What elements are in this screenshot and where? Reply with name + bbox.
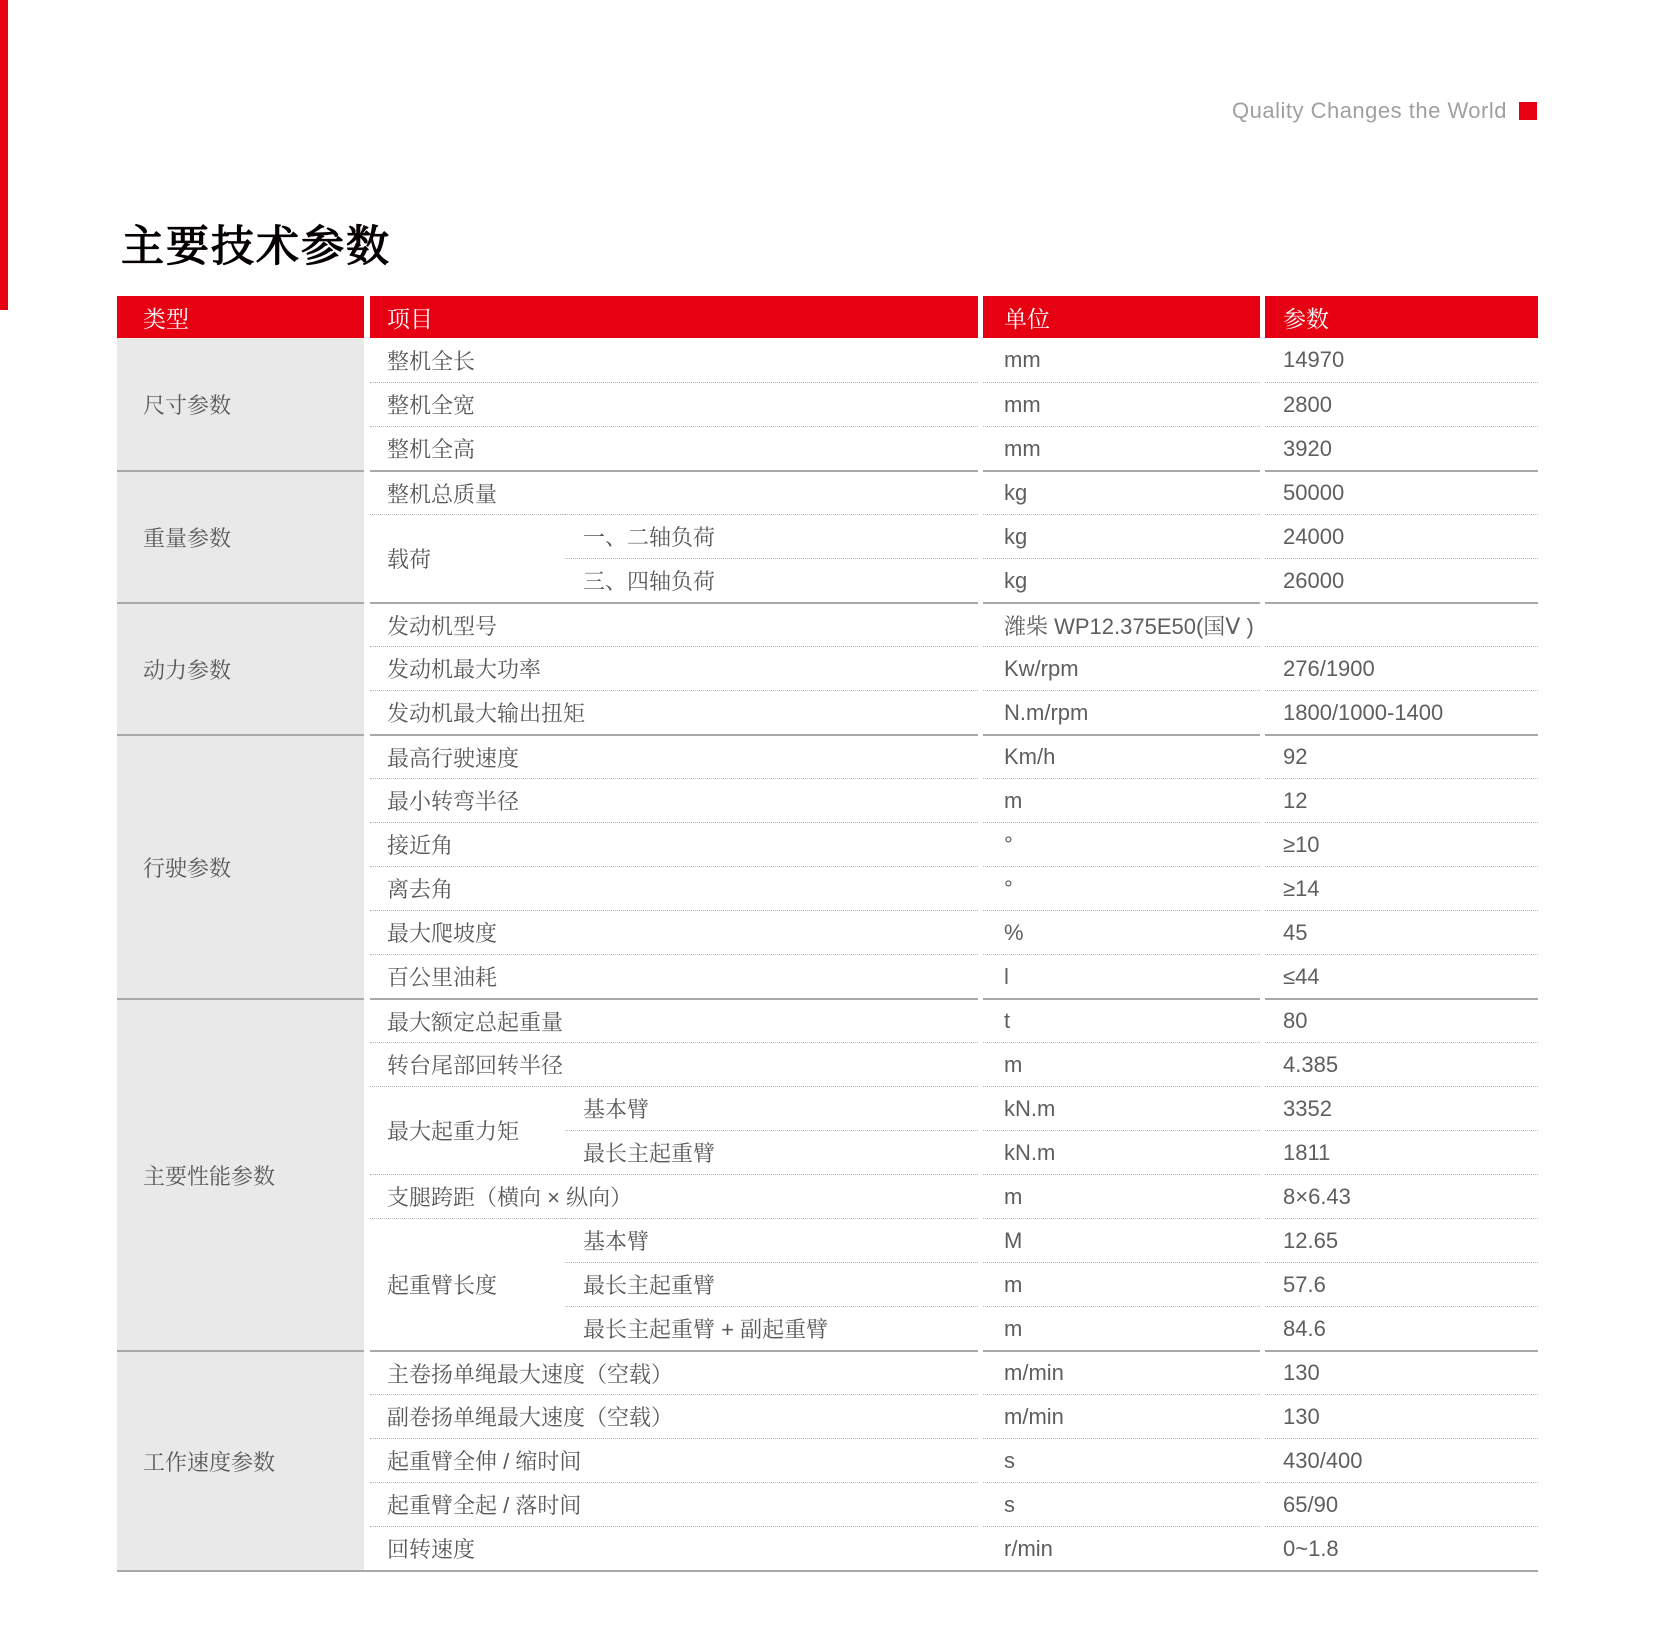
table-row bbox=[370, 1526, 1538, 1570]
value-cell: 24000 bbox=[1265, 514, 1538, 558]
table-row bbox=[565, 514, 1538, 558]
group-label-cell: 主要性能参数 bbox=[117, 998, 364, 1350]
sub-item-cell: 基本臂 bbox=[565, 1086, 978, 1130]
item-cell: 离去角 bbox=[370, 866, 978, 910]
table-row bbox=[370, 910, 1538, 954]
item-cell: 起重臂全伸 / 缩时间 bbox=[370, 1438, 978, 1482]
group-rows bbox=[370, 470, 1538, 602]
unit-cell: m bbox=[983, 778, 1260, 822]
table-row bbox=[370, 998, 1538, 1042]
value-cell: 57.6 bbox=[1265, 1262, 1538, 1306]
value-cell: 84.6 bbox=[1265, 1306, 1538, 1350]
table-row bbox=[370, 1438, 1538, 1482]
unit-cell: kg bbox=[983, 514, 1260, 558]
value-cell: ≥10 bbox=[1265, 822, 1538, 866]
unit-cell: l bbox=[983, 954, 1260, 998]
item-cell: 发动机最大输出扭矩 bbox=[370, 690, 978, 734]
value-cell: 92 bbox=[1265, 734, 1538, 778]
value-cell: 430/400 bbox=[1265, 1438, 1538, 1482]
table-group bbox=[117, 998, 1538, 1350]
value-cell: 12 bbox=[1265, 778, 1538, 822]
table-row bbox=[565, 1262, 1538, 1306]
unit-cell: t bbox=[983, 998, 1260, 1042]
item-cell: 回转速度 bbox=[370, 1526, 978, 1570]
value-cell: 1811 bbox=[1265, 1130, 1538, 1174]
table-row bbox=[565, 1130, 1538, 1174]
unit-cell: m/min bbox=[983, 1394, 1260, 1438]
table-group bbox=[117, 338, 1538, 470]
group-label-cell: 动力参数 bbox=[117, 602, 364, 734]
value-cell: 3920 bbox=[1265, 426, 1538, 470]
table-body bbox=[117, 338, 1538, 1570]
table-row bbox=[370, 822, 1538, 866]
value-cell: 12.65 bbox=[1265, 1218, 1538, 1262]
table-row bbox=[370, 426, 1538, 470]
nested-row-block bbox=[370, 514, 1538, 602]
unit-cell: kg bbox=[983, 470, 1260, 514]
table-row bbox=[370, 470, 1538, 514]
value-cell bbox=[1265, 602, 1538, 646]
item-cell: 支腿跨距（横向 × 纵向） bbox=[370, 1174, 978, 1218]
unit-cell: Km/h bbox=[983, 734, 1260, 778]
unit-cell: r/min bbox=[983, 1526, 1260, 1570]
table-row bbox=[370, 1042, 1538, 1086]
left-accent-bar bbox=[0, 0, 8, 310]
unit-cell: mm bbox=[983, 382, 1260, 426]
table-row bbox=[565, 1306, 1538, 1350]
sub-rows bbox=[565, 1218, 1538, 1350]
table-row bbox=[370, 1350, 1538, 1394]
item-cell: 整机全高 bbox=[370, 426, 978, 470]
unit-cell: Kw/rpm bbox=[983, 646, 1260, 690]
table-row bbox=[370, 866, 1538, 910]
table-row bbox=[370, 1394, 1538, 1438]
value-cell: 45 bbox=[1265, 910, 1538, 954]
item-cell: 最高行驶速度 bbox=[370, 734, 978, 778]
item-cell: 整机全长 bbox=[387, 348, 476, 374]
table-row bbox=[370, 338, 1538, 382]
brand-slogan bbox=[1232, 98, 1537, 124]
unit-cell: mm bbox=[1004, 347, 1041, 372]
unit-cell: s bbox=[983, 1482, 1260, 1526]
item-cell: 副卷扬单绳最大速度（空载） bbox=[370, 1394, 978, 1438]
sub-item-cell: 最长主起重臂 + 副起重臂 bbox=[565, 1306, 978, 1350]
table-group bbox=[117, 602, 1538, 734]
unit-cell: m bbox=[983, 1042, 1260, 1086]
unit-cell: ° bbox=[983, 866, 1260, 910]
sub-item-cell: 最长主起重臂 bbox=[565, 1130, 978, 1174]
unit-cell: m/min bbox=[983, 1350, 1260, 1394]
group-rows bbox=[370, 1350, 1538, 1570]
item-cell: 接近角 bbox=[370, 822, 978, 866]
table-row bbox=[370, 1174, 1538, 1218]
table-row bbox=[565, 1086, 1538, 1130]
table-row bbox=[370, 954, 1538, 998]
unit-cell: m bbox=[983, 1262, 1260, 1306]
unit-cell: m bbox=[983, 1174, 1260, 1218]
item-cell: 整机全宽 bbox=[370, 382, 978, 426]
value-cell: 1800/1000-1400 bbox=[1265, 690, 1538, 734]
table-header-row bbox=[117, 296, 1538, 338]
item-cell: 百公里油耗 bbox=[370, 954, 978, 998]
header-cell-item: 项目 bbox=[370, 296, 978, 338]
value-cell: ≥14 bbox=[1265, 866, 1538, 910]
sub-item-cell: 基本臂 bbox=[565, 1218, 978, 1262]
group-rows bbox=[370, 734, 1538, 998]
sub-item-cell: 一、二轴负荷 bbox=[565, 514, 978, 558]
unit-cell: N.m/rpm bbox=[983, 690, 1260, 734]
group-label-cell: 工作速度参数 bbox=[117, 1350, 364, 1570]
unit-cell: kg bbox=[983, 558, 1260, 602]
sub-rows bbox=[565, 1086, 1538, 1174]
brand-accent-square bbox=[1519, 102, 1537, 120]
unit-cell: kN.m bbox=[983, 1130, 1260, 1174]
value-cell: 65/90 bbox=[1265, 1482, 1538, 1526]
value-cell: 2800 bbox=[1265, 382, 1538, 426]
group-label-cell: 行驶参数 bbox=[117, 734, 364, 998]
page-title: 主要技术参数 bbox=[121, 222, 391, 271]
unit-cell: M bbox=[983, 1218, 1260, 1262]
value-cell: 26000 bbox=[1265, 558, 1538, 602]
table-row bbox=[565, 558, 1538, 602]
value-cell: 276/1900 bbox=[1265, 646, 1538, 690]
table-row bbox=[370, 602, 1538, 646]
value-cell: 50000 bbox=[1265, 470, 1538, 514]
item-cell: 发动机型号 bbox=[370, 602, 978, 646]
value-cell: 14970 bbox=[1283, 347, 1345, 372]
value-cell: 130 bbox=[1265, 1394, 1538, 1438]
table-row bbox=[370, 1482, 1538, 1526]
table-row bbox=[370, 734, 1538, 778]
item-cell: 起重臂全起 / 落时间 bbox=[370, 1482, 978, 1526]
item-parent-cell: 载荷 bbox=[370, 514, 565, 602]
header-cell-type: 类型 bbox=[117, 296, 364, 338]
group-rows bbox=[370, 602, 1538, 734]
sub-rows bbox=[565, 514, 1538, 602]
nested-row-block bbox=[370, 1218, 1538, 1350]
nested-row-block bbox=[370, 1086, 1538, 1174]
table-row bbox=[370, 382, 1538, 426]
item-cell: 最小转弯半径 bbox=[370, 778, 978, 822]
sub-item-cell: 最长主起重臂 bbox=[565, 1262, 978, 1306]
value-cell: ≤44 bbox=[1265, 954, 1538, 998]
unit-cell: 潍柴 WP12.375E50(国Ⅴ ) bbox=[983, 602, 1260, 646]
brand-slogan-text: Quality Changes the World bbox=[1231, 98, 1507, 123]
unit-cell: s bbox=[983, 1438, 1260, 1482]
value-cell: 4.385 bbox=[1265, 1042, 1538, 1086]
header-cell-unit: 单位 bbox=[983, 296, 1260, 338]
unit-cell: m bbox=[983, 1306, 1260, 1350]
value-cell: 8×6.43 bbox=[1265, 1174, 1538, 1218]
value-cell: 0~1.8 bbox=[1265, 1526, 1538, 1570]
unit-cell: ° bbox=[983, 822, 1260, 866]
item-cell: 发动机最大功率 bbox=[370, 646, 978, 690]
unit-cell: % bbox=[983, 910, 1260, 954]
value-cell: 130 bbox=[1265, 1350, 1538, 1394]
spec-table bbox=[117, 296, 1538, 1572]
item-parent-cell: 最大起重力矩 bbox=[370, 1086, 565, 1174]
group-rows bbox=[370, 338, 1538, 470]
item-cell: 主卷扬单绳最大速度（空载） bbox=[370, 1350, 978, 1394]
item-cell: 最大爬坡度 bbox=[370, 910, 978, 954]
unit-cell: mm bbox=[983, 426, 1260, 470]
sub-item-cell: 三、四轴负荷 bbox=[565, 558, 978, 602]
group-rows bbox=[370, 998, 1538, 1350]
item-cell: 整机总质量 bbox=[370, 470, 978, 514]
item-cell: 转台尾部回转半径 bbox=[370, 1042, 978, 1086]
table-group bbox=[117, 470, 1538, 602]
item-parent-cell: 起重臂长度 bbox=[370, 1218, 565, 1350]
header-cell-value: 参数 bbox=[1265, 296, 1538, 338]
table-row bbox=[370, 778, 1538, 822]
item-cell: 最大额定总起重量 bbox=[370, 998, 978, 1042]
unit-cell: kN.m bbox=[983, 1086, 1260, 1130]
table-group bbox=[117, 1350, 1538, 1570]
group-label-cell: 重量参数 bbox=[117, 470, 364, 602]
group-label-cell: 尺寸参数 bbox=[117, 338, 364, 470]
value-cell: 80 bbox=[1265, 998, 1538, 1042]
table-row bbox=[565, 1218, 1538, 1262]
table-row bbox=[370, 646, 1538, 690]
table-group bbox=[117, 734, 1538, 998]
value-cell: 3352 bbox=[1265, 1086, 1538, 1130]
table-row bbox=[370, 690, 1538, 734]
